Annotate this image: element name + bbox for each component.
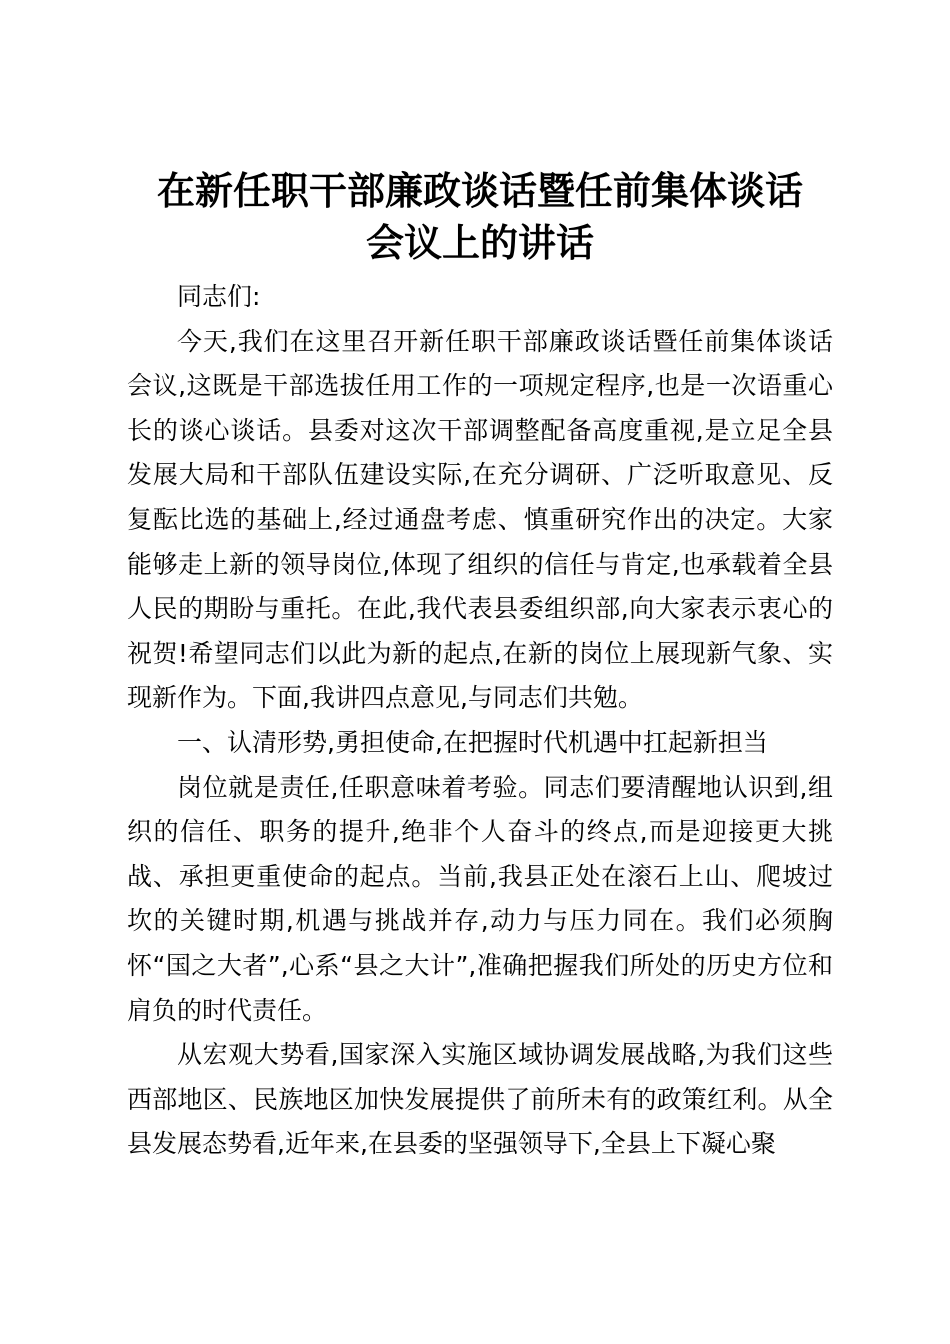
salutation: 同志们:: [177, 282, 261, 311]
title-line-1: 在新任职干部廉政谈话暨任前集体谈话: [156, 169, 803, 213]
section-1-paragraph-1: 岗位就是责任,任职意味着考验。同志们要清醒地认识到,组织的信任、职务的提升,绝非个人奋斗的终点,而是迎接更大挑战、承担更重使命的起点。当前,我县正处在滚石上山、爬坡过坎的关键时期,机遇与挑战并存,动力与压力同在。我们必须胸怀“国之大者”,心系“县之大计”,准确把握我们所处的历史方位和肩负的时代责任。: [127, 772, 833, 1025]
title-line-2: 会议上的讲话: [365, 221, 594, 265]
section-1-heading: 一、认清形势,勇担使命,在把握时代机遇中扛起新担当: [177, 727, 768, 757]
opening-paragraph: 今天,我们在这里召开新任职干部廉政谈话暨任前集体谈话会议,这既是干部选拔任用工作的一项规定程序,也是一次语重心长的谈心谈话。县委对这次干部调整配备高度重视,是立足全县发展大局和干部队伍建设实际,在充分调研、广泛听取意见、反复酝比选的基础上,经过通盘考虑、慎重研究作出的决定。大家能够走上新的领导岗位,体现了组织的信任与肯定,也承载着全县人民的期盼与重托。在此,我代表县委组织部,向大家表示衷心的祝贺!希望同志们以此为新的起点,在新的岗位上展现新气象、实现新作为。下面,我讲四点意见,与同志们共勉。: [127, 326, 833, 713]
document-page: [127, 165, 833, 1167]
document-title: [127, 165, 833, 269]
section-1-paragraph-2: 从宏观大势看,国家深入实施区域协调发展战略,为我们这些西部地区、民族地区加快发展提供了前所未有的政策红利。从全县发展态势看,近年来,在县委的坚强领导下,全县上下凝心聚: [127, 1040, 833, 1159]
